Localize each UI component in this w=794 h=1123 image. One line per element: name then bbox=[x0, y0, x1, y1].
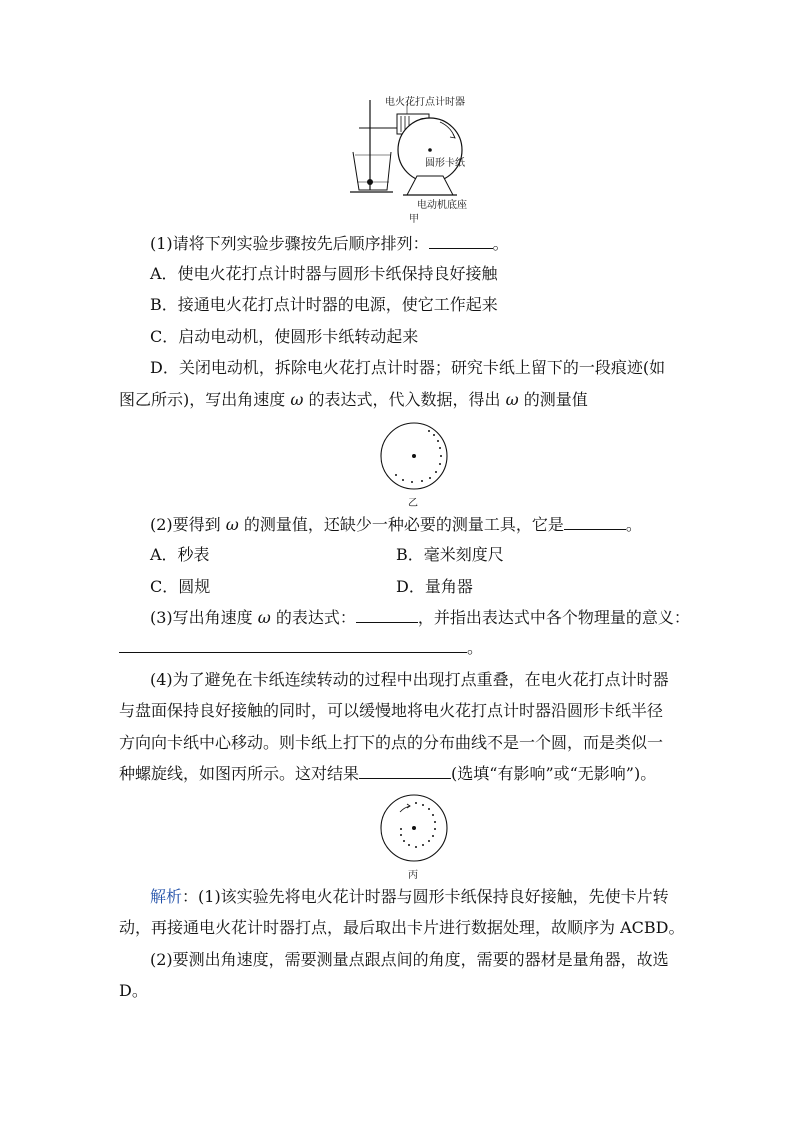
q2-option-b: B．毫米刻度尺 bbox=[396, 545, 504, 564]
analysis-p1-line2: 动，再接通电火花计时器打点，最后取出卡片进行数据处理，故顺序为 ACBD。 bbox=[119, 918, 685, 937]
dot-trace-circle bbox=[378, 420, 450, 492]
q3-prompt-c: ，并指出表达式中各个物理量的意义： bbox=[417, 608, 690, 627]
spiral-trace-circle bbox=[378, 792, 450, 864]
q1-option-a: A．使电火花打点计时器与圆形卡纸保持良好接触 bbox=[150, 264, 498, 283]
q3-prompt-a: (3)写出角速度 bbox=[150, 608, 253, 627]
q4-line1: (4)为了避免在卡纸连续转动的过程中出现打点重叠，在电火花打点计时器 bbox=[150, 670, 669, 689]
q1-option-c: C．启动电动机，使圆形卡纸转动起来 bbox=[150, 327, 419, 346]
q3-end: 。 bbox=[467, 638, 484, 657]
q2-answer-blank[interactable] bbox=[564, 515, 626, 530]
figure-jia bbox=[345, 90, 485, 225]
figure-bing bbox=[378, 792, 450, 882]
omega-symbol: ω bbox=[225, 515, 239, 534]
q2-option-c: C．圆规 bbox=[150, 577, 211, 596]
q2-end: 。 bbox=[625, 515, 642, 534]
q4-line3: 方向向卡纸中心移动。则卡纸上打下的点的分布曲线不是一个圆，而是类似一 bbox=[119, 733, 664, 752]
q1-d-text-c: 的测量值 bbox=[523, 390, 588, 409]
q1-option-b: B．接通电火花打点计时器的电源，使它工作起来 bbox=[150, 295, 498, 314]
figure-yi bbox=[378, 420, 450, 510]
label-base: 电动机底座 bbox=[417, 200, 467, 211]
caption-yi: 乙 bbox=[408, 498, 418, 509]
q1-option-d-line1: D．关闭电动机，拆除电火花打点计时器；研究卡纸上留下的一段痕迹(如 bbox=[150, 358, 666, 377]
q3-prompt-b: 的表达式： bbox=[275, 608, 356, 627]
analysis-p1-a: ：(1)该实验先将电火花计时器与圆形卡纸保持良好接触，先使卡片转 bbox=[182, 887, 669, 906]
q1-d-text-b: 的表达式，代入数据，得出 bbox=[308, 390, 501, 409]
q1-answer-blank[interactable] bbox=[429, 234, 493, 249]
q3-meaning-blank[interactable] bbox=[119, 638, 467, 653]
q2-option-a: A．秒表 bbox=[150, 545, 210, 564]
q4-line4 bbox=[119, 763, 656, 785]
q3-expression-blank[interactable] bbox=[356, 608, 418, 623]
omega-symbol: ω bbox=[257, 608, 271, 627]
q1-d-text-a: 图乙所示)，写出角速度 bbox=[119, 390, 286, 409]
q2-prompt-line bbox=[150, 514, 642, 536]
q3-prompt-line bbox=[150, 607, 690, 629]
q4-answer-blank[interactable] bbox=[359, 764, 451, 779]
q3-meaning-line bbox=[119, 637, 483, 659]
q1-prompt: (1)请将下列实验步骤按先后顺序排列： bbox=[150, 234, 429, 253]
q2-prompt-a: (2)要得到 bbox=[150, 515, 221, 534]
omega-symbol: ω bbox=[505, 390, 519, 409]
q1-end: 。 bbox=[492, 234, 509, 253]
q4-line2: 与盘面保持良好接触的同时，可以缓慢地将电火花打点计时器沿圆形卡纸半径 bbox=[119, 701, 664, 720]
analysis-label: 解析 bbox=[150, 887, 183, 906]
q4-line4-a: 种螺旋线，如图丙所示。这对结果 bbox=[119, 764, 360, 783]
q1-prompt-line bbox=[150, 233, 509, 255]
omega-symbol: ω bbox=[290, 390, 304, 409]
label-timer: 电火花打点计时器 bbox=[385, 97, 465, 108]
label-card: 圆形卡纸 bbox=[425, 158, 465, 169]
q2-prompt-b: 的测量值，还缺少一种必要的测量工具，它是 bbox=[243, 515, 564, 534]
caption-bing: 丙 bbox=[408, 870, 418, 881]
analysis-p2-line1: (2)要测出角速度，需要测量点跟点间的角度，需要的器材是量角器，故选 bbox=[150, 950, 669, 969]
analysis-p1-line1 bbox=[150, 886, 669, 908]
q2-option-d: D．量角器 bbox=[396, 577, 473, 596]
q4-line4-b: (选填“有影响”或“无影响”)。 bbox=[451, 764, 657, 783]
q1-option-d-line2 bbox=[119, 389, 588, 411]
caption-jia: 甲 bbox=[409, 214, 419, 225]
analysis-p2-line2: D。 bbox=[119, 981, 148, 1000]
